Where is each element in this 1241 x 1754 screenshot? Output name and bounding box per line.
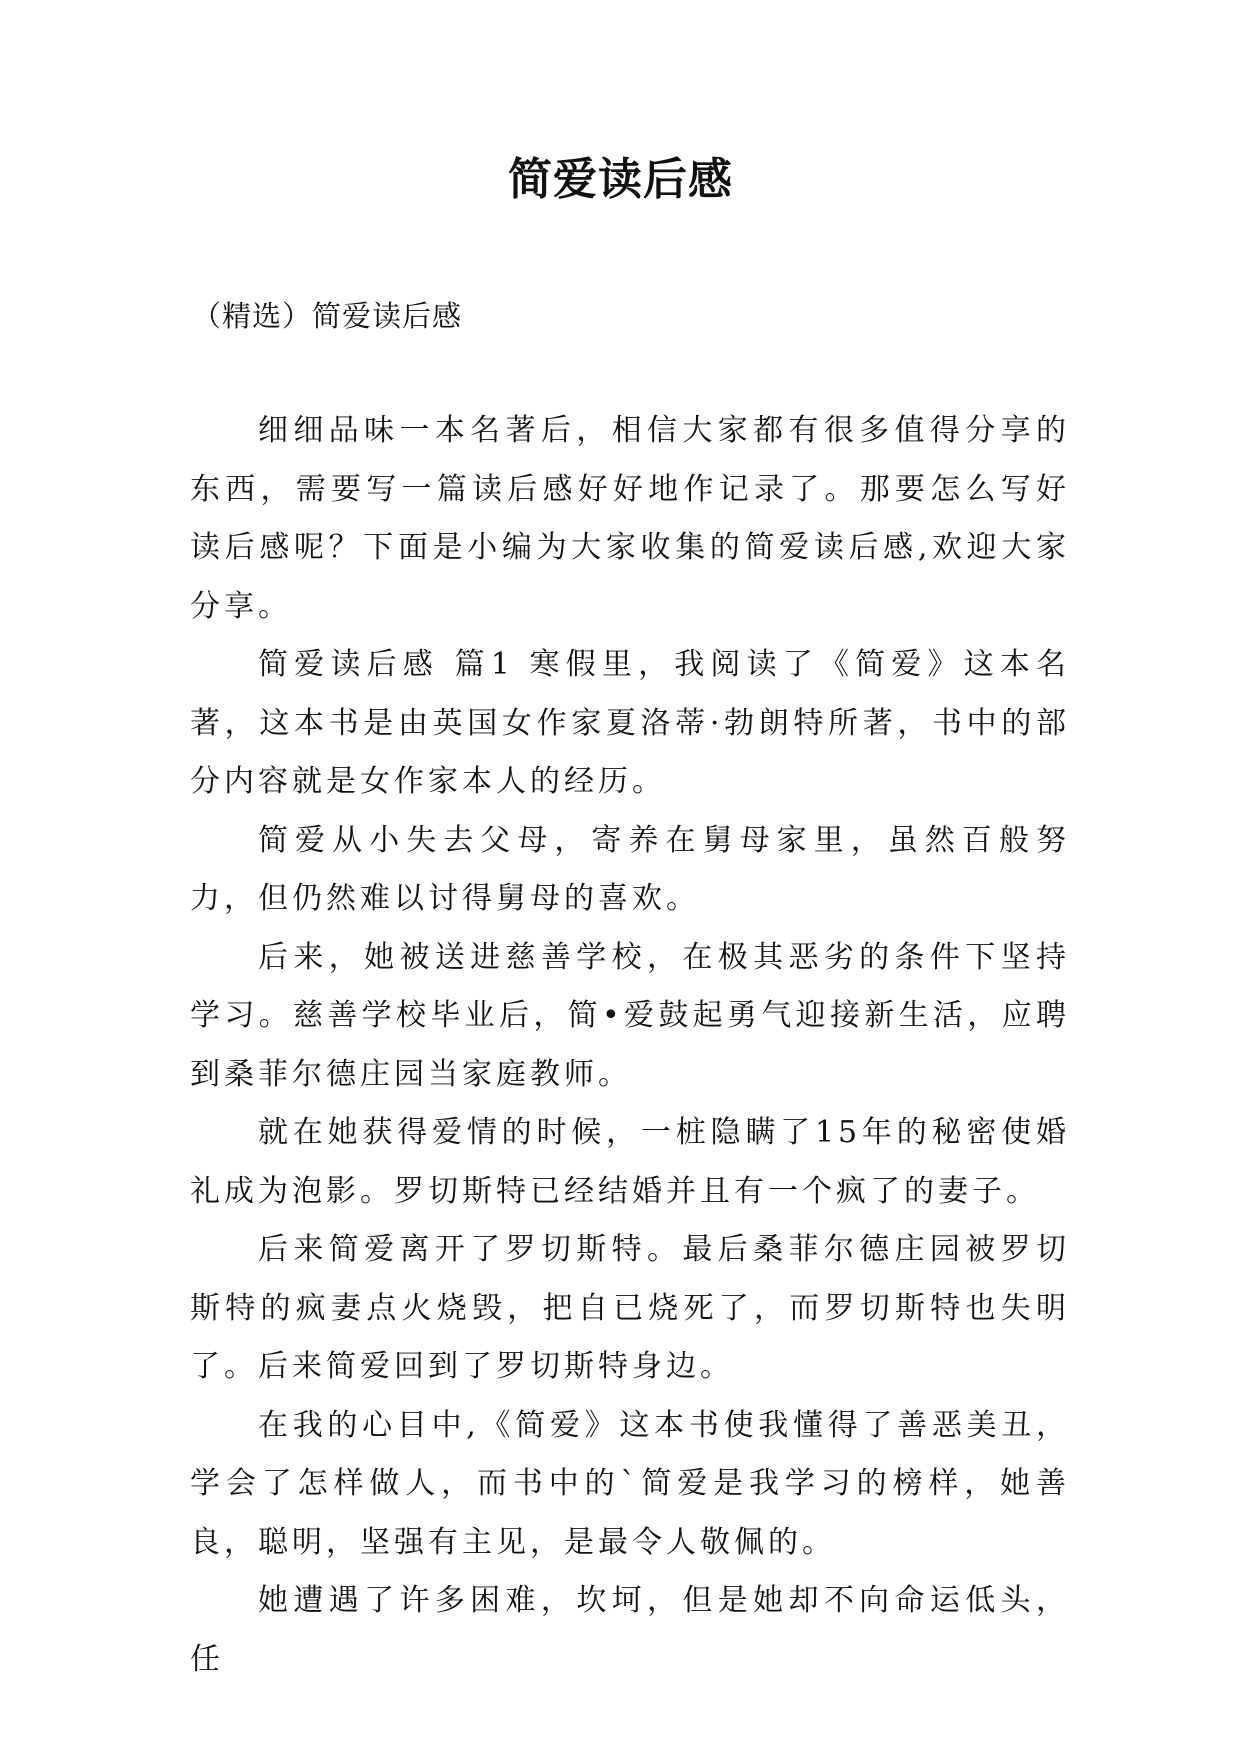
paragraph: 在我的心目中,《简爱》这本书使我懂得了善恶美丑，学会了怎样做人，而书中的`简爱是我学习的榜样，她善良，聪明，坚强有主见，是最令人敬佩的。 (190, 1407, 1070, 1560)
document-body (190, 402, 1070, 1689)
paragraph: 她遭遇了许多困难，坎坷，但是她却不向命运低头，任 (190, 1583, 1070, 1677)
paragraph: 简爱读后感 篇1 寒假里，我阅读了《简爱》这本名著，这本书是由英国女作家夏洛蒂·勃朗特所著，书中的部分内容就是女作家本人的经历。 (190, 647, 1070, 799)
document-subtitle: （精选）简爱读后感 (192, 299, 463, 333)
paragraph: 后来简爱离开了罗切斯特。最后桑菲尔德庄园被罗切斯特的疯妻点火烧毁，把自已烧死了，而罗切斯特也失明了。后来简爱回到了罗切斯特身边。 (190, 1232, 1070, 1384)
paragraph: 简爱从小失去父母，寄养在舅母家里，虽然百般努力，但仍然难以讨得舅母的喜欢。 (190, 822, 1070, 916)
document-title: 简爱读后感 (508, 154, 733, 205)
paragraph: 细细品味一本名著后，相信大家都有很多值得分享的东西，需要写一篇读后感好好地作记录了。那要怎么写好读后感呢？下面是小编为大家收集的简爱读后感,欢迎大家分享。 (190, 413, 1070, 624)
paragraph: 就在她获得爱情的时候，一桩隐瞒了15年的秘密使婚礼成为泡影。罗切斯特已经结婚并且有一个疯了的妻子。 (190, 1115, 1070, 1209)
paragraph: 后来，她被送进慈善学校，在极其恶劣的条件下坚持学习。慈善学校毕业后，简•爱鼓起勇气迎接新生活，应聘到桑菲尔德庄园当家庭教师。 (190, 939, 1070, 1092)
